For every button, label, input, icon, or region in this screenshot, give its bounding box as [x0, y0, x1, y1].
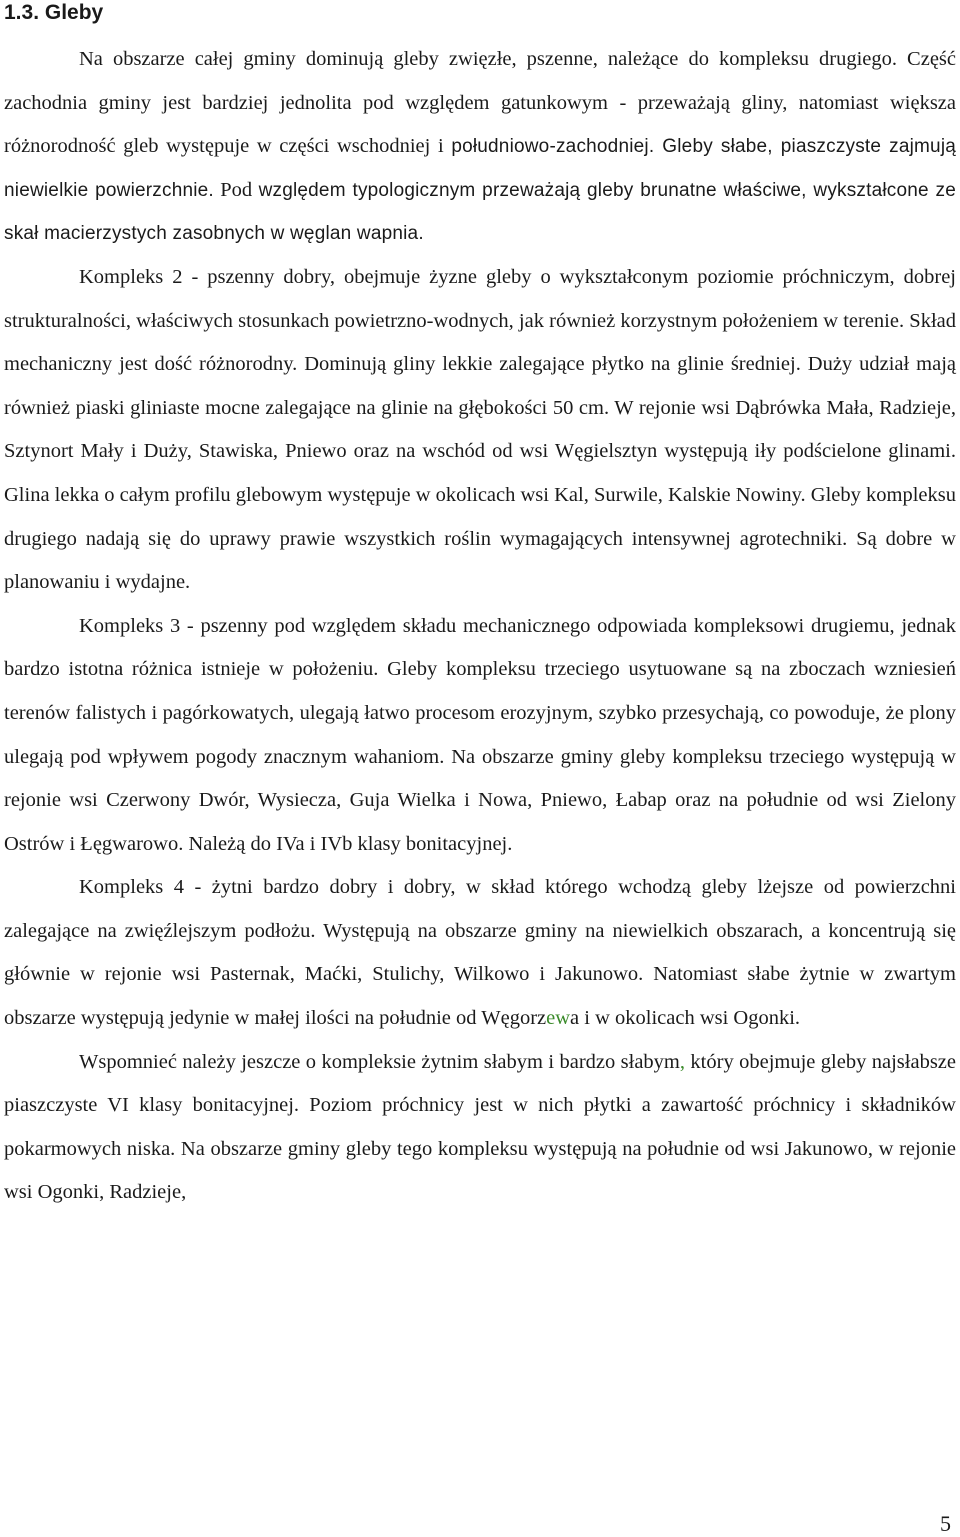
section-heading: 1.3. Gleby — [4, 1, 104, 24]
paragraph-4-highlight: ew — [546, 1007, 571, 1030]
paragraph-3: Kompleks 3 - pszenny pod względem składu mechanicznego odpowiada kompleksowi drugiemu, jednak bardzo istotna różnica istnieje w położeniu. Gleby kompleksu trzeciego usytuowane są na zboczach wzniesień terenów falistych i pagórkowatych, ulegają łatwo procesom erozyjnym, szybko przesychają, co powoduje, że plony ulegają pod wpływem pogody znacznym wahaniom. Na obszarze gminy gleby kompleksu trzeciego występują w rejonie wsi Czerwony Dwór, Wysiecza, Guja Wielka i Nowa, Pniewo, Łabap oraz na południe od wsi Zielony Ostrów i Łęgwarowo. Należą do IVa i IVb klasy bonitacyjnej. — [4, 614, 956, 855]
document-body — [4, 38, 956, 1215]
paragraph-1-text: Na obszarze całej gminy dominują gleby zwięzłe, pszenne, należące do kompleksu drugiego. Część zachodnia gminy jest bardziej jednolita pod względem gatunkowym - przeważają gliny, natomiast większa różnorodność gleb występuje w części wschodniej i — [4, 48, 956, 158]
paragraph-5-text: Wspomnieć należy jeszcze o kompleksie żytnim słabym i bardzo słabym — [79, 1050, 680, 1073]
paragraph-4-text: Kompleks 4 - żytni bardzo dobry i dobry, w skład którego wchodzą gleby lżejsze od powierzchni zalegające na zwięźlejszym podłożu. Występują na obszarze gminy na niewielkich obszarach, a koncentrują się głównie w rejonie wsi Pasternak, Maćki, Stulichy, Wilkowo i Jakunowo. Natomiast słabe żytnie w zwartym obszarze występują jedynie w małej ilości na południe od Węgorz — [4, 876, 956, 1030]
paragraph-1-text-cont: Pod — [220, 178, 253, 201]
paragraph-5-text-end: który obejmuje gleby najsłabsze piaszczyste VI klasy bonitacyjnej. Poziom próchnicy jest w nich płytki a zawartość próchnicy i składników pokarmowych niska. Na obszarze gminy gleby tego kompleksu występują na południe od wsi Jakunowo, w rejonie wsi Ogonki, Radzieje, — [4, 1050, 957, 1204]
page-number: 5 — [940, 1511, 951, 1536]
paragraph-1-sans-tail: względem typologicznym przeważają gleby brunatne właściwe, wykształcone ze skał macierzystych zasobnych w węglan wapnia. — [4, 179, 956, 245]
paragraph-4-text-end: a i w okolicach wsi Ogonki. — [570, 1007, 801, 1030]
paragraph-1-sans-sentence: południowo-zachodniej. Gleby słabe, piaszczyste zajmują niewielkie powierzchnie. — [4, 136, 957, 201]
paragraph-5 — [4, 1041, 956, 1215]
paragraph-5-highlight: , — [679, 1050, 686, 1073]
paragraph-1 — [4, 38, 956, 256]
paragraph-4 — [4, 866, 956, 1040]
paragraph-2: Kompleks 2 - pszenny dobry, obejmuje żyzne gleby o wykształconym poziomie próchniczym, dobrej strukturalności, właściwych stosunkach powietrzno-wodnych, jak również korzystnym położeniem w terenie. Skład mechaniczny jest dość różnorodny. Dominują gliny lekkie zalegające płytko na glinie średniej. Duży udział mają również piaski gliniaste mocne zalegające na glinie na głębokości 50 cm. W rejonie wsi Dąbrówka Mała, Radzieje, Sztynort Mały i Duży, Stawiska, Pniewo oraz na wschód od wsi Węgielsztyn występują iły podścielone glinami. Glina lekka o całym profilu glebowym występuje w okolicach wsi Kal, Surwile, Kalskie Nowiny. Gleby kompleksu drugiego nadają się do uprawy prawie wszystkich roślin wymagających intensywnej agrotechniki. Są dobre w planowaniu i wydajne. — [4, 265, 956, 594]
